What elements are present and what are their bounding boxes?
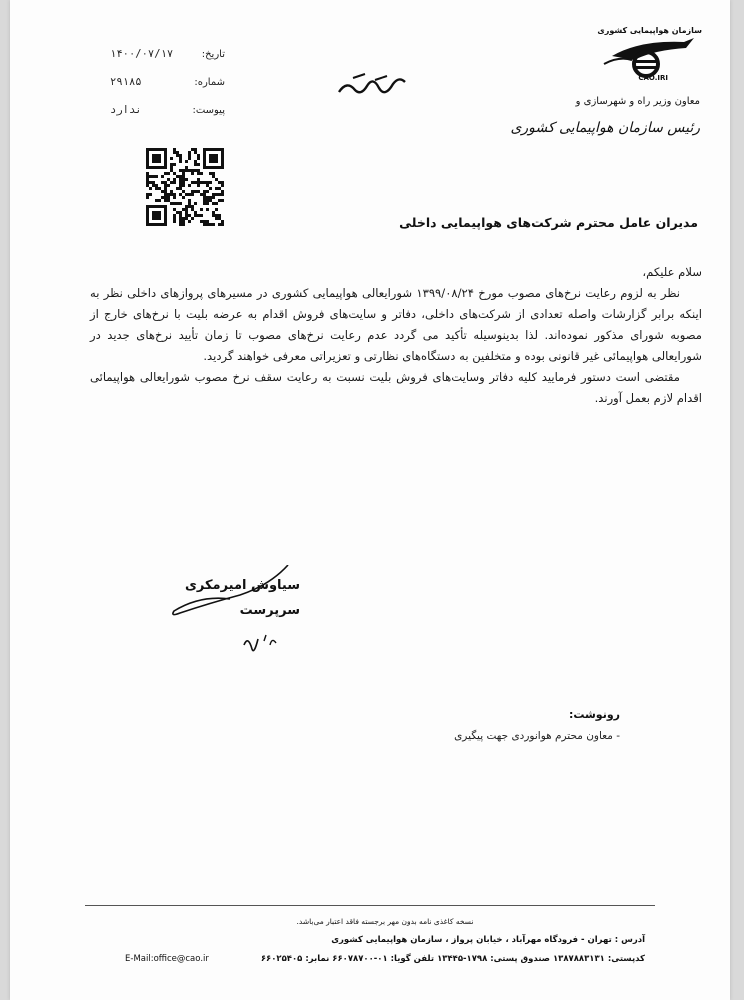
footer-postal: کدپستی: ۱۳۸۷۸۸۳۱۳۱ صندوق پستی: ۱۷۹۸-۱۳۴۴۵ تلفن گویا: ۰۱-۶۶۰۷۸۷۰۰ نمابر: ۶۶۰۲۵۴۰۵ <box>260 954 645 964</box>
attachment-value: ندارد <box>110 104 142 116</box>
qr-code-icon <box>146 148 224 226</box>
cc-item: - معاون محترم هوانوردی جهت پیگیری <box>454 730 620 742</box>
signer-title: سرپرست <box>239 603 300 618</box>
footer-divider <box>85 905 655 906</box>
date-label: تاریخ: <box>201 48 225 60</box>
attachment-label: پیوست: <box>192 104 225 116</box>
footer-note: نسخه کاغذی نامه بدون مهر برجسته فاقد اعتبار می‌باشد. <box>296 917 474 926</box>
footer-address: آدرس : تهران - فرودگاه مهرآباد ، خیابان پرواز ، سازمان هواپیمایی کشوری <box>331 935 645 945</box>
basmala-calligraphy <box>335 72 410 100</box>
number-value: ۲۹۱۸۵ <box>110 76 142 88</box>
footer <box>125 912 645 969</box>
signer-name: سیاوش امیرمکری <box>184 578 300 593</box>
attachment-row <box>110 96 225 124</box>
cc-label: رونوشت: <box>568 708 620 721</box>
footer-email: E-Mail:office@cao.ir <box>125 954 209 964</box>
logo-text: سازمان هواپیمایی کشوری <box>597 26 702 35</box>
addressee: مدیران عامل محترم شرکت‌های هواپیمایی داخلی <box>399 215 698 230</box>
number-row <box>110 68 225 96</box>
date-value: ۱۴۰۰/۰۷/۱۷ <box>110 48 174 60</box>
qr-code <box>146 148 224 226</box>
logo-abbr: CAO.IRI <box>638 74 668 82</box>
letter-meta <box>110 40 225 124</box>
number-label: شماره: <box>194 76 225 88</box>
signer-block <box>180 578 300 618</box>
body-paragraph-1: نظر به لزوم رعایت نرخ‌های مصوب مورخ ۱۳۹۹/۰۸/۲۴ شورایعالی هواپیمایی کشوری در مسیرهای پروازهای داخلی نظر به اینکه برابر گزارشات واصله تعدادی از شرکت‌های داخلی، دفاتر و سایت‌های فروش اقدام به عرضه بلیت با نرخ‌های خارج از مصوبه شورای مذکور نموده‌اند. لذا بدینوسیله تأکید می گردد عدم رعایت نرخ‌های مصوب تا زمان تأیید نرخ‌های جدید در شورایعالی هواپیمائی غیر قانونی بوده و متخلفین به دستگاه‌های نظارتی و تعزیراتی معرفی خواهند گردید. <box>90 286 702 363</box>
cao-logo <box>594 26 702 88</box>
head-title: رئیس سازمان هواپیمایی کشوری <box>510 120 700 136</box>
letter-body <box>90 262 702 409</box>
basmala-icon <box>335 72 410 100</box>
date-row <box>110 40 225 68</box>
footer-contact <box>125 950 645 969</box>
letter-page <box>10 0 730 1000</box>
greeting: سلام علیکم، <box>642 265 702 279</box>
body-paragraph-2: مقتضی است دستور فرمایید کلیه دفاتر وسایت‌های فروش بلیت نسبت به رعایت سقف نرخ مصوب شورایعالی هواپیمائی اقدام لازم بعمل آورند. <box>90 370 702 405</box>
deputy-title: معاون وزیر راه و شهرسازی و <box>575 96 700 107</box>
